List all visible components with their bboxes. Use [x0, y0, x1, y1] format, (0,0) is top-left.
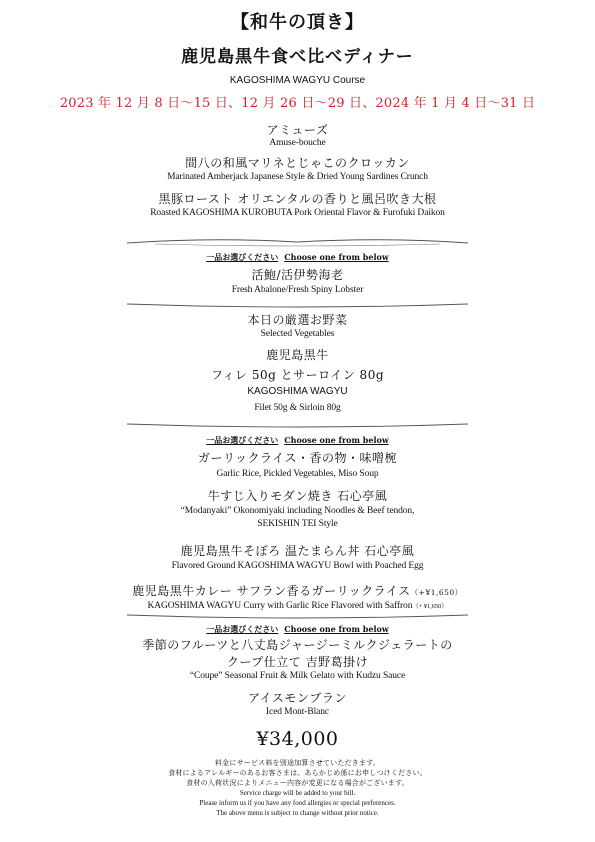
choose-en: Choose one from below [284, 252, 389, 262]
note-en-2: Please inform us if you have any food allergies or special preferences. [199, 799, 396, 807]
item9-en: KAGOSHIMA WAGYU Curry with Garlic Rice Flavored with Saffron [147, 601, 413, 611]
choose-one-label-2 [0, 435, 595, 446]
item2-en: Roasted KAGOSHIMA KUROBUTA Pork Oriental Flavor & Furofuki Daikon [150, 208, 445, 218]
item5-en2: Filet 50g & Sirloin 80g [254, 403, 341, 413]
choose-one-label-3 [0, 624, 595, 635]
date-range: 2023 年 12 月 8 日〜15 日、12 月 26 日〜29 日、2024 年 1 月 4 日〜31 日 [59, 96, 536, 111]
choose-en: Choose one from below [284, 435, 389, 445]
amuse-en: Amuse-bouche [269, 138, 326, 148]
note-en-3: The above menu is subject to change without prior notice. [216, 809, 379, 817]
note-jp-2: 食材によるアレルギーのあるお客さまは、あらかじめ係にお申しつけください。 [168, 769, 427, 777]
note-en-1: Service charge will be added to your bill. [239, 789, 356, 797]
choose-one-label-1 [0, 252, 595, 263]
item4-jp: 本日の厳選お野菜 [247, 313, 348, 327]
amuse-jp: アミューズ [266, 123, 329, 137]
item9-surcharge-jp: （+¥1,650） [410, 588, 463, 597]
item5-en1: KAGOSHIMA WAGYU [247, 386, 348, 397]
item1-jp: 間八の和風マリネとじゃこのクロッカン [185, 156, 410, 170]
ornamental-divider [125, 299, 470, 311]
item3-jp: 活鮑/活伊勢海老 [251, 268, 344, 282]
choose-jp: 一品お選びください [206, 252, 279, 262]
note-jp-1: 料金にサービス料を別途加算させていただきます。 [214, 759, 381, 767]
item6-jp: ガーリックライス・香の物・味噌椀 [197, 451, 398, 465]
choose-jp: 一品お選びください [206, 624, 279, 634]
title-line1: 【和牛の頂き】 [231, 12, 364, 33]
item7-jp: 牛すじ入りモダン焼き 石心亭風 [207, 489, 388, 503]
note-jp-3: 食材の入荷状況によりメニュー内容が変更になる場合がございます。 [186, 779, 409, 787]
item11-jp: アイスモンブラン [248, 691, 347, 705]
course-subtitle: KAGOSHIMA WAGYU Course [229, 75, 366, 86]
item3-en: Fresh Abalone/Fresh Spiny Lobster [231, 285, 364, 295]
item2-jp: 黒豚ロースト オリエンタルの香りと風呂吹き大根 [158, 192, 437, 206]
choose-en: Choose one from below [284, 624, 389, 634]
ornamental-divider [125, 610, 470, 622]
item9-jp-row [0, 582, 595, 599]
item4-en: Selected Vegetables [260, 329, 335, 339]
title-line2: 鹿児島黒牛食べ比べディナー [181, 47, 414, 67]
item9-surcharge-en: （+ ¥1,650） [412, 603, 448, 610]
ornamental-divider [125, 419, 470, 431]
item5-jp2: フィレ 50g とサーロイン 80g [210, 368, 385, 382]
item7-en2: SEKISHIN TEI Style [257, 519, 338, 529]
item8-jp: 鹿児島黒牛そぼろ 温たまらん丼 石心亭風 [180, 544, 415, 558]
item10-jp1: 季節のフルーツと八丈島ジャージーミルクジェラートの [142, 638, 453, 652]
item10-jp2: クープ仕立て 吉野葛掛け [226, 655, 369, 669]
item10-en: “Coupe” Seasonal Fruit & Milk Gelato with Kudzu Sauce [189, 671, 406, 681]
item9-jp: 鹿児島黒牛カレー サフラン香るガーリックライス [132, 584, 411, 598]
course-price: ¥34,000 [256, 728, 339, 750]
item6-en: Garlic Rice, Pickled Vegetables, Miso Soup [216, 469, 379, 479]
ornamental-divider [125, 236, 470, 248]
item8-en: Flavored Ground KAGOSHIMA WAGYU Bowl with Poached Egg [171, 561, 424, 571]
item1-en: Marinated Amberjack Japanese Style & Dried Young Sardines Crunch [167, 172, 428, 182]
item5-jp1: 鹿児島黒牛 [266, 348, 329, 362]
choose-jp: 一品お選びください [206, 435, 279, 445]
item7-en1: “Modanyaki” Okonomiyaki including Noodles & Beef tendon, [180, 506, 415, 516]
item11-en: Iced Mont-Blanc [265, 707, 330, 717]
